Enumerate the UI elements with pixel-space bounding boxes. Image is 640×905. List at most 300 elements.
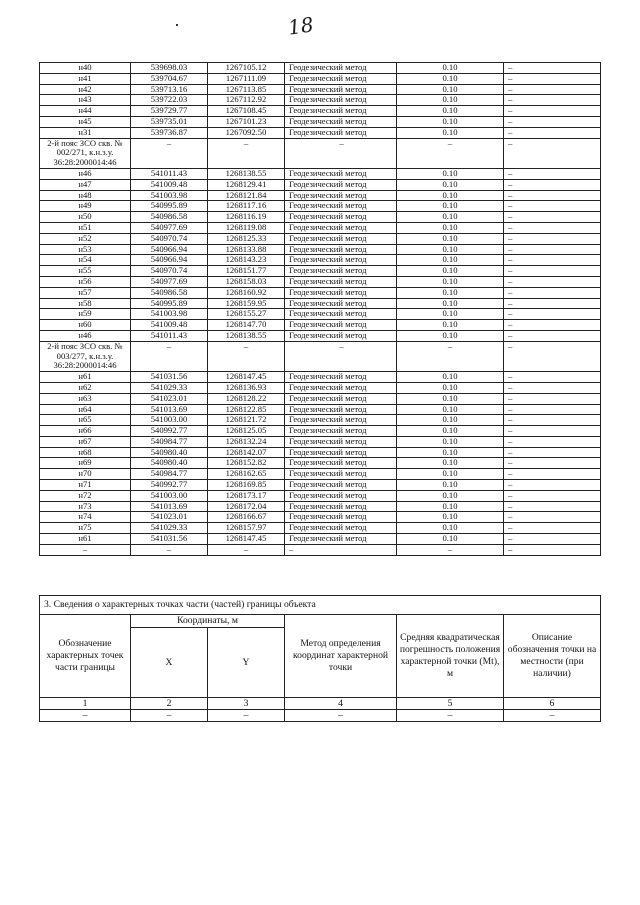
method-cell: Геодезический метод [285,447,397,458]
table-row [40,415,601,426]
description-cell: – [504,116,601,127]
point-name-cell: н74 [40,512,131,523]
column-number: 2 [131,698,208,710]
method-cell: Геодезический метод [285,255,397,266]
x-cell: 540966.94 [131,244,208,255]
accuracy-cell: 0.10 [397,179,504,190]
method-cell: Геодезический метод [285,382,397,393]
point-name-cell: н51 [40,222,131,233]
accuracy-cell: 0.10 [397,415,504,426]
point-name-cell: н45 [40,116,131,127]
point-name-cell: н58 [40,298,131,309]
header-point-name: Обозначение характерных точек части границы [40,615,131,698]
y-cell: 1267108.45 [208,106,285,117]
method-cell: Геодезический метод [285,404,397,415]
description-cell: – [504,168,601,179]
table-row [40,244,601,255]
x-cell: 539735.01 [131,116,208,127]
empty-cell: – [285,710,397,722]
point-name-cell: н72 [40,490,131,501]
x-cell: 541011.43 [131,168,208,179]
description-cell: – [504,222,601,233]
accuracy-cell: 0.10 [397,534,504,545]
accuracy-cell: 0.10 [397,201,504,212]
method-cell: Геодезический метод [285,233,397,244]
table-row [40,320,601,331]
description-cell: – [504,490,601,501]
point-name-cell: н46 [40,168,131,179]
description-cell: – [504,523,601,534]
y-cell: 1268129.41 [208,179,285,190]
point-name-cell: н57 [40,287,131,298]
x-cell: 541029.33 [131,523,208,534]
description-cell: – [504,330,601,341]
y-cell: 1268143.23 [208,255,285,266]
description-cell: – [504,201,601,212]
table-row [40,393,601,404]
method-cell: Геодезический метод [285,287,397,298]
description-cell: – [504,501,601,512]
method-cell: Геодезический метод [285,330,397,341]
method-cell: Геодезический метод [285,469,397,480]
point-name-cell: н41 [40,73,131,84]
description-cell: – [504,212,601,223]
x-cell: – [131,544,208,555]
description-cell: – [504,458,601,469]
description-cell: – [504,426,601,437]
description-cell: – [504,190,601,201]
x-cell: 540970.74 [131,233,208,244]
method-cell: Геодезический метод [285,415,397,426]
point-name-cell: н43 [40,95,131,106]
x-cell: 540966.94 [131,255,208,266]
accuracy-cell: 0.10 [397,393,504,404]
table-row [40,382,601,393]
table-row [40,255,601,266]
header-accuracy: Средняя квадратическая погрешность положения характерной точки (Mt), м [397,615,504,698]
y-cell: 1268122.85 [208,404,285,415]
table-row [40,372,601,383]
point-name-cell: н59 [40,309,131,320]
y-cell: 1268121.84 [208,190,285,201]
accuracy-cell: 0.10 [397,84,504,95]
y-cell: 1268152.82 [208,458,285,469]
description-cell: – [504,320,601,331]
accuracy-cell: 0.10 [397,222,504,233]
point-name-cell: н65 [40,415,131,426]
parts-table [39,595,601,722]
point-name-cell: н50 [40,212,131,223]
x-cell: 541003.00 [131,415,208,426]
group-row [40,138,601,168]
accuracy-cell: 0.10 [397,127,504,138]
x-cell: 540970.74 [131,266,208,277]
description-cell: – [504,73,601,84]
accuracy-cell: 0.10 [397,309,504,320]
table-row [40,309,601,320]
y-cell: 1268132.24 [208,436,285,447]
x-cell: 540992.77 [131,480,208,491]
column-number: 1 [40,698,131,710]
x-cell: 539698.03 [131,63,208,74]
accuracy-cell: 0.10 [397,233,504,244]
accuracy-cell: 0.10 [397,523,504,534]
x-cell: 541029.33 [131,382,208,393]
table-row [40,480,601,491]
accuracy-cell: 0.10 [397,73,504,84]
point-name-cell: н61 [40,534,131,545]
description-cell: – [504,447,601,458]
x-cell: 541023.01 [131,393,208,404]
table-row [40,330,601,341]
description-cell: – [504,244,601,255]
description-cell: – [504,106,601,117]
y-cell: 1267111.09 [208,73,285,84]
description-cell: – [504,469,601,480]
point-name-cell: н64 [40,404,131,415]
method-cell: Геодезический метод [285,244,397,255]
header-coordinates: Координаты, м [131,615,285,628]
accuracy-cell: 0.10 [397,212,504,223]
table-row [40,523,601,534]
x-cell: 541013.69 [131,501,208,512]
x-cell: 540984.77 [131,436,208,447]
table-row [40,73,601,84]
empty-cell: – [131,710,208,722]
point-name-cell: н47 [40,179,131,190]
point-name-cell: н69 [40,458,131,469]
method-cell: Геодезический метод [285,320,397,331]
accuracy-cell: – [397,544,504,555]
x-cell: 541003.98 [131,309,208,320]
method-cell: Геодезический метод [285,298,397,309]
x-cell: – [131,341,208,371]
page-number: 18 [286,12,315,40]
method-cell: Геодезический метод [285,534,397,545]
method-cell: Геодезический метод [285,95,397,106]
point-name-cell: 2-й пояс ЗСО скв. № 002/271, к.н.з.у. 36:28:2000014:46 [40,138,131,168]
accuracy-cell: 0.10 [397,320,504,331]
header-row-1 [40,615,601,628]
description-cell: – [504,382,601,393]
x-cell: 540980.40 [131,447,208,458]
method-cell: Геодезический метод [285,116,397,127]
table-row [40,426,601,437]
header-x: X [131,628,208,698]
method-cell: Геодезический метод [285,84,397,95]
y-cell: 1268169.85 [208,480,285,491]
section-title: 3. Сведения о характерных точках части (частей) границы объекта [40,596,601,615]
accuracy-cell: 0.10 [397,63,504,74]
table-row [40,84,601,95]
accuracy-cell: – [397,341,504,371]
point-name-cell: 2-й пояс ЗСО скв. № 003/277, к.н.з.у. 36:28:2000014:46 [40,341,131,371]
y-cell: 1268172.04 [208,501,285,512]
empty-cell: – [397,710,504,722]
accuracy-cell: 0.10 [397,255,504,266]
column-number: 3 [208,698,285,710]
accuracy-cell: 0.10 [397,298,504,309]
x-cell: 540992.77 [131,426,208,437]
x-cell: 541003.98 [131,190,208,201]
y-cell: 1268121.72 [208,415,285,426]
table-row [40,168,601,179]
y-cell: – [208,544,285,555]
description-cell: – [504,127,601,138]
point-name-cell: н70 [40,469,131,480]
accuracy-cell: 0.10 [397,168,504,179]
y-cell: 1267105.12 [208,63,285,74]
point-name-cell: н46 [40,330,131,341]
point-name-cell: н68 [40,447,131,458]
column-number: 4 [285,698,397,710]
description-cell: – [504,95,601,106]
y-cell: 1268166.67 [208,512,285,523]
accuracy-cell: 0.10 [397,106,504,117]
point-name-cell: н44 [40,106,131,117]
description-cell: – [504,255,601,266]
y-cell: 1268147.45 [208,372,285,383]
table-row [40,501,601,512]
method-cell: Геодезический метод [285,523,397,534]
y-cell: 1268138.55 [208,330,285,341]
point-name-cell: н31 [40,127,131,138]
point-name-cell: н71 [40,480,131,491]
method-cell: Геодезический метод [285,458,397,469]
description-cell: – [504,544,601,555]
description-cell: – [504,276,601,287]
method-cell: Геодезический метод [285,106,397,117]
accuracy-cell: 0.10 [397,372,504,383]
accuracy-cell: 0.10 [397,447,504,458]
y-cell: 1268157.97 [208,523,285,534]
table-row [40,534,601,545]
column-numbers-row [40,698,601,710]
y-cell: 1268158.03 [208,276,285,287]
empty-cell: – [504,710,601,722]
empty-cell: – [208,710,285,722]
description-cell: – [504,309,601,320]
method-cell: Геодезический метод [285,212,397,223]
description-cell: – [504,534,601,545]
table-row [40,404,601,415]
table-row [40,469,601,480]
accuracy-cell: – [397,138,504,168]
method-cell: Геодезический метод [285,127,397,138]
table-row [40,106,601,117]
y-cell: 1268147.45 [208,534,285,545]
point-name-cell: н54 [40,255,131,266]
point-name-cell: н55 [40,266,131,277]
method-cell: Геодезический метод [285,201,397,212]
table-row [40,179,601,190]
description-cell: – [504,233,601,244]
x-cell: 541031.56 [131,534,208,545]
y-cell: 1268162.65 [208,469,285,480]
method-cell: Геодезический метод [285,501,397,512]
x-cell: 540995.89 [131,298,208,309]
y-cell: 1268119.08 [208,222,285,233]
y-cell: 1268142.07 [208,447,285,458]
x-cell: 541011.43 [131,330,208,341]
table-row [40,490,601,501]
table-row [40,266,601,277]
description-cell: – [504,480,601,491]
point-name-cell: н40 [40,63,131,74]
y-cell: 1268125.33 [208,233,285,244]
y-cell: 1268133.88 [208,244,285,255]
y-cell: 1268151.77 [208,266,285,277]
accuracy-cell: 0.10 [397,469,504,480]
y-cell: 1267092.50 [208,127,285,138]
point-name-cell: н61 [40,372,131,383]
x-cell: 540986.58 [131,287,208,298]
table-row [40,298,601,309]
y-cell: 1268147.70 [208,320,285,331]
x-cell: 540977.69 [131,276,208,287]
table-row [40,116,601,127]
x-cell: 541009.48 [131,179,208,190]
table-row [40,512,601,523]
x-cell: 540995.89 [131,201,208,212]
accuracy-cell: 0.10 [397,512,504,523]
description-cell: – [504,436,601,447]
point-name-cell: н42 [40,84,131,95]
section-title-row [40,596,601,615]
y-cell: 1268116.19 [208,212,285,223]
point-name-cell: н53 [40,244,131,255]
table-row [40,233,601,244]
x-cell: 540977.69 [131,222,208,233]
method-cell: Геодезический метод [285,393,397,404]
table-row [40,95,601,106]
y-cell: – [208,341,285,371]
empty-cell: – [40,710,131,722]
method-cell: Геодезический метод [285,480,397,491]
y-cell: 1268136.93 [208,382,285,393]
y-cell: 1267113.85 [208,84,285,95]
point-name-cell: н60 [40,320,131,331]
description-cell: – [504,341,601,371]
empty-data-row [40,710,601,722]
method-cell: Геодезический метод [285,426,397,437]
point-name-cell: н49 [40,201,131,212]
accuracy-cell: 0.10 [397,501,504,512]
table-row [40,201,601,212]
method-cell: Геодезический метод [285,63,397,74]
x-cell: 541013.69 [131,404,208,415]
method-cell: Геодезический метод [285,436,397,447]
description-cell: – [504,266,601,277]
method-cell: Геодезический метод [285,266,397,277]
description-cell: – [504,179,601,190]
description-cell: – [504,63,601,74]
point-name-cell: н56 [40,276,131,287]
accuracy-cell: 0.10 [397,490,504,501]
accuracy-cell: 0.10 [397,276,504,287]
accuracy-cell: 0.10 [397,266,504,277]
table-row [40,458,601,469]
scan-mark [176,24,178,26]
table-row [40,190,601,201]
method-cell: Геодезический метод [285,490,397,501]
y-cell: 1268128.22 [208,393,285,404]
point-name-cell: н75 [40,523,131,534]
description-cell: – [504,372,601,383]
y-cell: 1268155.27 [208,309,285,320]
accuracy-cell: 0.10 [397,436,504,447]
method-cell: – [285,138,397,168]
point-name-cell: н67 [40,436,131,447]
accuracy-cell: 0.10 [397,116,504,127]
description-cell: – [504,512,601,523]
table-row [40,436,601,447]
x-cell: 540984.77 [131,469,208,480]
method-cell: – [285,544,397,555]
table-row [40,276,601,287]
x-cell: 540980.40 [131,458,208,469]
accuracy-cell: 0.10 [397,404,504,415]
method-cell: Геодезический метод [285,276,397,287]
points-table [39,62,601,556]
point-name-cell: н66 [40,426,131,437]
table-row [40,287,601,298]
table-row [40,447,601,458]
accuracy-cell: 0.10 [397,458,504,469]
table-row [40,212,601,223]
header-description: Описание обозначения точки на местности (при наличии) [504,615,601,698]
method-cell: Геодезический метод [285,179,397,190]
header-y: Y [208,628,285,698]
description-cell: – [504,404,601,415]
y-cell: 1268125.05 [208,426,285,437]
accuracy-cell: 0.10 [397,287,504,298]
method-cell: Геодезический метод [285,372,397,383]
x-cell: 541009.48 [131,320,208,331]
x-cell: 539736.87 [131,127,208,138]
points-table-body [40,63,601,556]
column-number: 5 [397,698,504,710]
description-cell: – [504,84,601,95]
description-cell: – [504,298,601,309]
x-cell: 541031.56 [131,372,208,383]
method-cell: – [285,341,397,371]
y-cell: 1268160.92 [208,287,285,298]
point-name-cell: н63 [40,393,131,404]
x-cell: 539704.67 [131,73,208,84]
point-name-cell: н73 [40,501,131,512]
column-number: 6 [504,698,601,710]
method-cell: Геодезический метод [285,309,397,320]
accuracy-cell: 0.10 [397,244,504,255]
table-row [40,127,601,138]
y-cell: 1267101.23 [208,116,285,127]
x-cell: 541023.01 [131,512,208,523]
method-cell: Геодезический метод [285,190,397,201]
accuracy-cell: 0.10 [397,426,504,437]
description-cell: – [504,287,601,298]
y-cell: 1267112.92 [208,95,285,106]
description-cell: – [504,415,601,426]
accuracy-cell: 0.10 [397,480,504,491]
x-cell: 540986.58 [131,212,208,223]
description-cell: – [504,138,601,168]
point-name-cell: н48 [40,190,131,201]
y-cell: 1268138.55 [208,168,285,179]
method-cell: Геодезический метод [285,73,397,84]
method-cell: Геодезический метод [285,222,397,233]
header-method: Метод определения координат характерной точки [285,615,397,698]
